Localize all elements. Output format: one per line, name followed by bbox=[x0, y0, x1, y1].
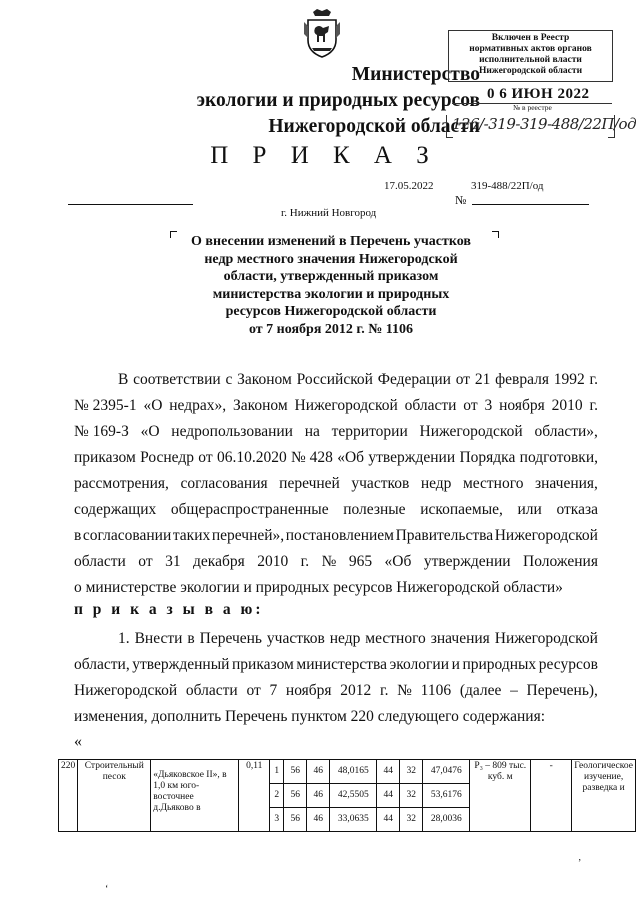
ministry-name bbox=[150, 62, 480, 140]
word: участков bbox=[266, 630, 325, 647]
word: перечней», bbox=[211, 527, 285, 544]
word: № 428 bbox=[291, 449, 333, 466]
title-line: О внесении изменений в Перечень участков bbox=[191, 234, 471, 249]
word: от bbox=[246, 682, 261, 699]
word: г. bbox=[379, 682, 389, 699]
table-cell: 44 bbox=[377, 784, 400, 808]
word: недропользовании bbox=[171, 423, 293, 440]
word: недр bbox=[420, 475, 452, 492]
stamp-line: нормативных актов органов bbox=[469, 44, 592, 54]
table-cell: 47,0476 bbox=[423, 760, 470, 784]
word: в bbox=[74, 527, 82, 544]
word: – bbox=[510, 682, 518, 699]
document-title bbox=[170, 233, 492, 338]
word: значения bbox=[430, 630, 490, 647]
word: местного bbox=[365, 630, 426, 647]
word: 965 bbox=[348, 553, 373, 570]
word: Федерации bbox=[377, 371, 451, 388]
stamp-line: исполнительной власти bbox=[479, 55, 582, 65]
table-cell-site: «Дьяковское II», в 1,0 км юго-восточнее д.Дьяково в bbox=[151, 760, 239, 832]
table-cell: 53,6176 bbox=[423, 784, 470, 808]
table-cell: 2 bbox=[270, 784, 284, 808]
title-line: недр местного значения Нижегородской bbox=[204, 251, 458, 267]
word: г. bbox=[589, 371, 598, 388]
word: 1106 bbox=[420, 682, 452, 699]
word: ноября bbox=[285, 682, 332, 699]
word: № 2395-1 bbox=[74, 397, 137, 414]
word: области, bbox=[74, 656, 130, 673]
table-cell: 56 bbox=[284, 784, 307, 808]
word: «Об bbox=[384, 553, 412, 570]
word: Перечень), bbox=[526, 682, 598, 699]
scan-mark: ʻ bbox=[105, 884, 109, 895]
word: природных bbox=[462, 656, 537, 673]
table-cell: 32 bbox=[400, 784, 423, 808]
table-cell-dash: - bbox=[531, 760, 572, 832]
paragraph-line bbox=[74, 445, 598, 471]
word: г. bbox=[589, 397, 598, 414]
table-cell-area: 0,11 bbox=[239, 760, 270, 832]
word: соответствии bbox=[133, 371, 221, 388]
paragraph-line bbox=[74, 393, 598, 419]
date-underline bbox=[68, 204, 193, 205]
word: значения, bbox=[534, 475, 598, 492]
preamble-paragraph bbox=[74, 367, 598, 601]
number-underline bbox=[472, 204, 589, 205]
table-cell-purpose: Геологическое изучение, разведка и bbox=[572, 760, 636, 832]
title-line: от 7 ноября 2012 г. № 1106 bbox=[248, 321, 413, 337]
word: области», bbox=[534, 423, 598, 440]
table-cell: 48,0165 bbox=[330, 760, 377, 784]
word: Нижегородской bbox=[494, 527, 598, 544]
table-cell: 56 bbox=[284, 808, 307, 832]
word: Порядка bbox=[459, 449, 516, 466]
word: Правительства bbox=[395, 527, 494, 544]
word: утвержденный bbox=[132, 656, 230, 673]
scan-mark: ʼ bbox=[578, 858, 582, 869]
paragraph-last-line: о министерстве экологии и природных ресурсов Нижегородской области» bbox=[74, 579, 563, 596]
word: министерства bbox=[296, 656, 388, 673]
word: согласовании bbox=[82, 527, 172, 544]
word: Нижегородской bbox=[294, 397, 398, 414]
paragraph-line bbox=[74, 652, 598, 678]
word: февраля bbox=[495, 371, 549, 388]
word: полезные bbox=[343, 501, 406, 518]
word: утверждении bbox=[368, 449, 456, 466]
word: экологии bbox=[389, 656, 449, 673]
word: «Об bbox=[337, 449, 365, 466]
word: Внести bbox=[134, 630, 183, 647]
word: 2010 bbox=[257, 553, 289, 570]
registry-stamp bbox=[448, 30, 613, 82]
word: перечней bbox=[279, 475, 340, 492]
word: от bbox=[198, 449, 213, 466]
word: приказом bbox=[232, 656, 294, 673]
document-city: г. Нижний Новгород bbox=[281, 207, 377, 219]
word: 1. bbox=[118, 630, 130, 647]
table-cell: 46 bbox=[307, 808, 330, 832]
table-cell-mineral: Строительный песок bbox=[78, 760, 151, 832]
word: согласования bbox=[180, 475, 268, 492]
word: 1992 bbox=[553, 371, 585, 388]
word: «О bbox=[140, 423, 160, 440]
word: Российской bbox=[296, 371, 373, 388]
word: № bbox=[321, 553, 337, 570]
paragraph-line bbox=[74, 497, 598, 523]
word: недрах», bbox=[169, 397, 227, 414]
word: ноября bbox=[499, 397, 545, 414]
word: «О bbox=[143, 397, 163, 414]
word: Положения bbox=[523, 553, 598, 570]
word: Нижегородской bbox=[419, 423, 523, 440]
word: 2010 bbox=[551, 397, 583, 414]
stamp-registry-number: 126/-319-319-488/22П/од bbox=[452, 115, 637, 133]
table-cell: 46 bbox=[307, 784, 330, 808]
stamp-line: Нижегородской области bbox=[478, 66, 583, 76]
document-type: П Р И К А З bbox=[210, 142, 438, 169]
word: области bbox=[74, 553, 126, 570]
word: или bbox=[517, 501, 542, 518]
decree-word: п р и к а з ы в а ю: bbox=[74, 601, 264, 618]
word: Роснедр bbox=[140, 449, 194, 466]
word: Законом bbox=[232, 397, 288, 414]
word: участков bbox=[351, 475, 410, 492]
table-cell: 3 bbox=[270, 808, 284, 832]
paragraph-line bbox=[74, 471, 598, 497]
stamp-number-label: № в реестре bbox=[513, 103, 552, 112]
word: в bbox=[187, 630, 195, 647]
paragraph-line bbox=[74, 367, 598, 393]
table-cell: 46 bbox=[307, 760, 330, 784]
plots-table bbox=[58, 759, 636, 832]
word: недр bbox=[329, 630, 361, 647]
table-cell-item: 220 bbox=[59, 760, 78, 832]
title-line: ресурсов Нижегородской области bbox=[225, 304, 437, 319]
word: таких bbox=[172, 527, 211, 544]
paragraph-last-line: изменения, дополнить Перечень пунктом 220 следующего содержания: bbox=[74, 708, 546, 725]
word: ресурсов bbox=[538, 656, 598, 673]
table-row bbox=[59, 760, 636, 784]
title-line: министерства экологии и природных bbox=[212, 286, 450, 302]
word: рассмотрения, bbox=[74, 475, 169, 492]
table-cell: 44 bbox=[377, 808, 400, 832]
table-cell: 32 bbox=[400, 808, 423, 832]
word: приказом bbox=[74, 449, 136, 466]
word: 3 bbox=[484, 397, 493, 414]
word: от bbox=[138, 553, 153, 570]
paragraph-line bbox=[74, 549, 598, 575]
word: на bbox=[304, 423, 320, 440]
paragraph-line bbox=[74, 678, 598, 704]
word: от bbox=[455, 371, 471, 388]
word: ископаемые, bbox=[420, 501, 503, 518]
document-date: 17.05.2022 bbox=[384, 180, 434, 192]
word: территории bbox=[331, 423, 408, 440]
word: 2012 bbox=[340, 682, 372, 699]
word: области bbox=[185, 682, 238, 699]
stamp-bracket-right bbox=[608, 115, 615, 138]
table-cell: 32 bbox=[400, 760, 423, 784]
word: 7 bbox=[269, 682, 278, 699]
table-cell-resources: P₃ – 809 тыс. куб. м bbox=[470, 760, 531, 832]
word: 06.10.2020 bbox=[216, 449, 287, 466]
paragraph-line bbox=[74, 419, 598, 445]
opening-quote: « bbox=[74, 733, 82, 750]
word: № bbox=[397, 682, 412, 699]
word: декабря bbox=[193, 553, 245, 570]
table-cell: 42,5505 bbox=[330, 784, 377, 808]
word: и bbox=[451, 656, 460, 673]
table-cell: 1 bbox=[270, 760, 284, 784]
paragraph-line bbox=[74, 626, 598, 652]
word: 21 bbox=[474, 371, 491, 388]
paragraph-line bbox=[74, 523, 598, 549]
word: утверждении bbox=[423, 553, 511, 570]
ministry-line: Нижегородской области bbox=[268, 116, 480, 137]
ministry-line: экологии и природных ресурсов bbox=[196, 90, 480, 111]
stamp-line: Включен в Реестр bbox=[491, 33, 570, 43]
word: общераспространенные bbox=[170, 501, 329, 518]
word: В bbox=[118, 371, 129, 388]
table-cell: 33,0635 bbox=[330, 808, 377, 832]
ministry-line: Министерство bbox=[351, 64, 480, 85]
word: местного bbox=[462, 475, 524, 492]
word: 31 bbox=[165, 553, 181, 570]
word: Нижегородской bbox=[494, 630, 598, 647]
clause-1-paragraph bbox=[74, 626, 598, 730]
word: Законом bbox=[237, 371, 292, 388]
number-sign: № bbox=[455, 193, 467, 207]
word: (далее bbox=[459, 682, 502, 699]
table-cell: 44 bbox=[377, 760, 400, 784]
table-cell: 28,0036 bbox=[423, 808, 470, 832]
word: отказа bbox=[556, 501, 598, 518]
stamp-date: 0 6 ИЮН 2022 bbox=[487, 86, 590, 102]
word: подготовки, bbox=[519, 449, 598, 466]
word: области bbox=[404, 397, 457, 414]
word: от bbox=[463, 397, 478, 414]
word: г. bbox=[300, 553, 310, 570]
title-line: области, утвержденный приказом bbox=[223, 269, 439, 284]
table-cell: 56 bbox=[284, 760, 307, 784]
title-corner-right bbox=[492, 231, 499, 238]
word: Перечень bbox=[199, 630, 262, 647]
word: с bbox=[225, 371, 233, 388]
word: Нижегородской bbox=[74, 682, 178, 699]
word: № 169-З bbox=[74, 423, 129, 440]
document-number: 319-488/22П/од bbox=[471, 180, 544, 192]
word: постановлением bbox=[285, 527, 394, 544]
coat-of-arms-icon bbox=[303, 8, 341, 58]
word: содержащих bbox=[74, 501, 157, 518]
